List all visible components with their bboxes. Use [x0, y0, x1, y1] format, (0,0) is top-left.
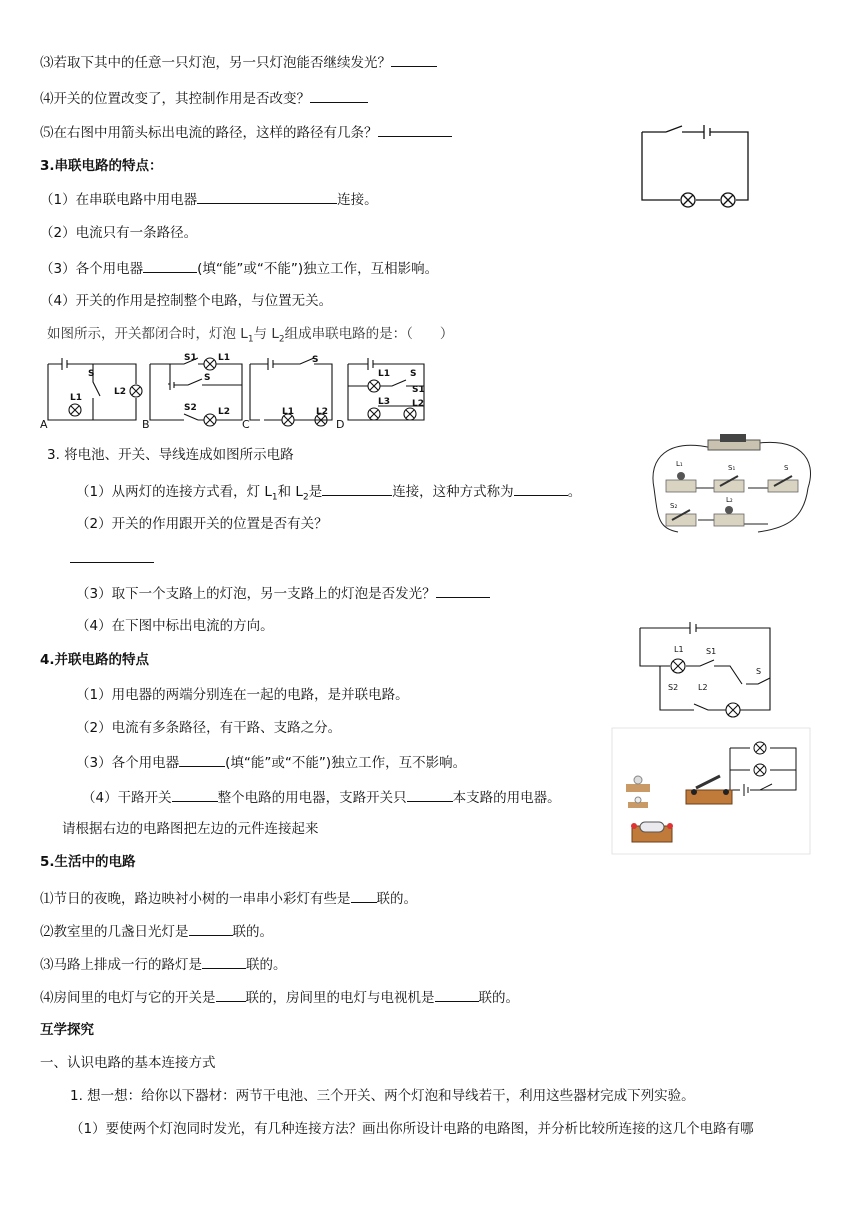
- option-circuits: [38, 350, 438, 432]
- question-3: ⑶若取下其中的任意一只灯泡，另一只灯泡能否继续发光？: [40, 52, 437, 72]
- parallel-point-2: （2）电流有多条路径，有干路、支路之分。: [76, 720, 342, 736]
- svg-text:S2: S2: [184, 403, 197, 413]
- series-point-4: （4）开关的作用是控制整个电路，与位置无关。: [40, 293, 333, 309]
- answer-blank[interactable]: [435, 987, 479, 1002]
- answer-blank[interactable]: [310, 88, 368, 103]
- answer-blank[interactable]: [322, 481, 392, 496]
- svg-text:S: S: [204, 373, 211, 383]
- answer-blank[interactable]: [351, 888, 377, 903]
- connect-instruction: 请根据右边的电路图把左边的元件连接起来: [62, 821, 319, 837]
- svg-text:L2: L2: [218, 407, 230, 417]
- question-5: ⑸在右图中用箭头标出电流的路径，这样的路径有几条？: [40, 122, 452, 142]
- option-c[interactable]: C: [242, 418, 250, 431]
- svg-text:S₁: S₁: [728, 464, 736, 472]
- q3-point-4: （4）在下图中标出电流的方向。: [76, 618, 274, 634]
- life-question-4: ⑷房间里的电灯与它的开关是 联的，房间里的电灯与电视机是 联的。: [40, 987, 519, 1007]
- component-connection-figure: [610, 726, 812, 856]
- svg-text:L2: L2: [698, 683, 708, 692]
- parallel-heading: 4.并联电路的特点: [40, 652, 150, 668]
- svg-text:L1: L1: [378, 369, 390, 379]
- svg-text:L1: L1: [282, 407, 294, 417]
- svg-text:L₁: L₁: [676, 460, 683, 468]
- life-question-1: ⑴节日的夜晚，路边映衬小树的一串串小彩灯有些是 联的。: [40, 888, 417, 908]
- svg-text:S: S: [88, 369, 95, 379]
- svg-text:L1: L1: [218, 353, 230, 363]
- option-a[interactable]: A: [40, 418, 48, 431]
- mutual-heading: 互学探究: [40, 1022, 94, 1038]
- answer-blank[interactable]: [436, 583, 490, 598]
- life-heading: 5.生活中的电路: [40, 854, 136, 870]
- answer-blank[interactable]: [407, 787, 453, 802]
- answer-blank[interactable]: [391, 52, 437, 67]
- svg-text:S₂: S₂: [670, 502, 678, 510]
- svg-text:S1: S1: [184, 353, 197, 363]
- life-question-2: ⑵教室里的几盏日光灯是 联的。: [40, 921, 273, 941]
- answer-blank[interactable]: [514, 481, 568, 496]
- svg-text:L1: L1: [70, 393, 82, 403]
- svg-text:S: S: [410, 369, 417, 379]
- svg-text:L3: L3: [378, 397, 390, 407]
- svg-text:S1: S1: [412, 385, 425, 395]
- answer-blank[interactable]: [378, 122, 452, 137]
- parallel-point-4: （4）干路开关 整个电路的用电器，支路开关只 本支路的用电器。: [82, 787, 561, 807]
- answer-blank[interactable]: [197, 189, 337, 204]
- answer-blank[interactable]: [143, 258, 197, 273]
- mutual-subheading: 一、认识电路的基本连接方式: [40, 1055, 216, 1071]
- mutual-item-1: 1. 想一想：给你以下器材：两节干电池、三个开关、两个灯泡和导线若干，利用这些器材完成下列实验。: [70, 1088, 695, 1104]
- answer-blank[interactable]: [172, 787, 218, 802]
- q3-point-2: （2）开关的作用跟开关的位置是否有关？: [76, 516, 328, 532]
- svg-text:L2: L2: [316, 407, 328, 417]
- svg-text:S1: S1: [706, 647, 717, 656]
- svg-text:L2: L2: [114, 387, 126, 397]
- series-point-3: （3）各个用电器 (填“能”或“不能”)独立工作，互相影响。: [40, 258, 438, 278]
- physical-circuit-photo: [648, 428, 818, 540]
- svg-text:L2: L2: [412, 399, 424, 409]
- series-heading: 3.串联电路的特点：: [40, 158, 163, 174]
- q3-point-1: （1）从两灯的连接方式看，灯 $L_1$和 $L_2$是 连接，这种方式称为 。: [76, 481, 581, 507]
- svg-text:S2: S2: [668, 683, 679, 692]
- parallel-point-1: （1）用电器的两端分别连在一起的电路，是并联电路。: [76, 687, 409, 703]
- svg-text:L1: L1: [674, 645, 684, 654]
- svg-text:S: S: [784, 464, 789, 472]
- mutual-item-1-1: （1）要使两个灯泡同时发光，有几种连接方法？画出你所设计电路的电路图，并分析比较所连接的这几个电路有哪: [70, 1121, 754, 1137]
- svg-text:S: S: [756, 667, 762, 676]
- answer-blank[interactable]: [189, 921, 233, 936]
- answer-blank[interactable]: [70, 548, 154, 563]
- option-b[interactable]: B: [142, 418, 150, 431]
- option-d[interactable]: D: [336, 418, 345, 431]
- answer-blank[interactable]: [202, 954, 246, 969]
- series-circuit-diagram: [636, 122, 756, 210]
- life-question-3: ⑶马路上排成一行的路灯是 联的。: [40, 954, 287, 974]
- q3-heading: 3. 将电池、开关、导线连成如图所示电路: [47, 447, 294, 463]
- svg-text:S: S: [312, 355, 319, 365]
- series-question: 如图所示，开关都闭合时，灯泡 $L_1$与 $L_2$组成串联电路的是：（ ）: [47, 326, 454, 345]
- question-4: ⑷开关的位置改变了，其控制作用是否改变？: [40, 88, 368, 108]
- answer-blank[interactable]: [216, 987, 246, 1002]
- q3-point-3: （3）取下一个支路上的灯泡，另一支路上的灯泡是否发光？: [76, 583, 490, 603]
- parallel-circuit-diagram: [630, 622, 780, 718]
- series-point-2: （2）电流只有一条路径。: [40, 225, 198, 241]
- series-point-1: （1）在串联电路中用电器 连接。: [40, 189, 378, 209]
- answer-blank[interactable]: [179, 752, 225, 767]
- parallel-point-3: （3）各个用电器 (填“能”或“不能”)独立工作，互不影响。: [76, 752, 466, 772]
- svg-text:L₂: L₂: [726, 496, 733, 504]
